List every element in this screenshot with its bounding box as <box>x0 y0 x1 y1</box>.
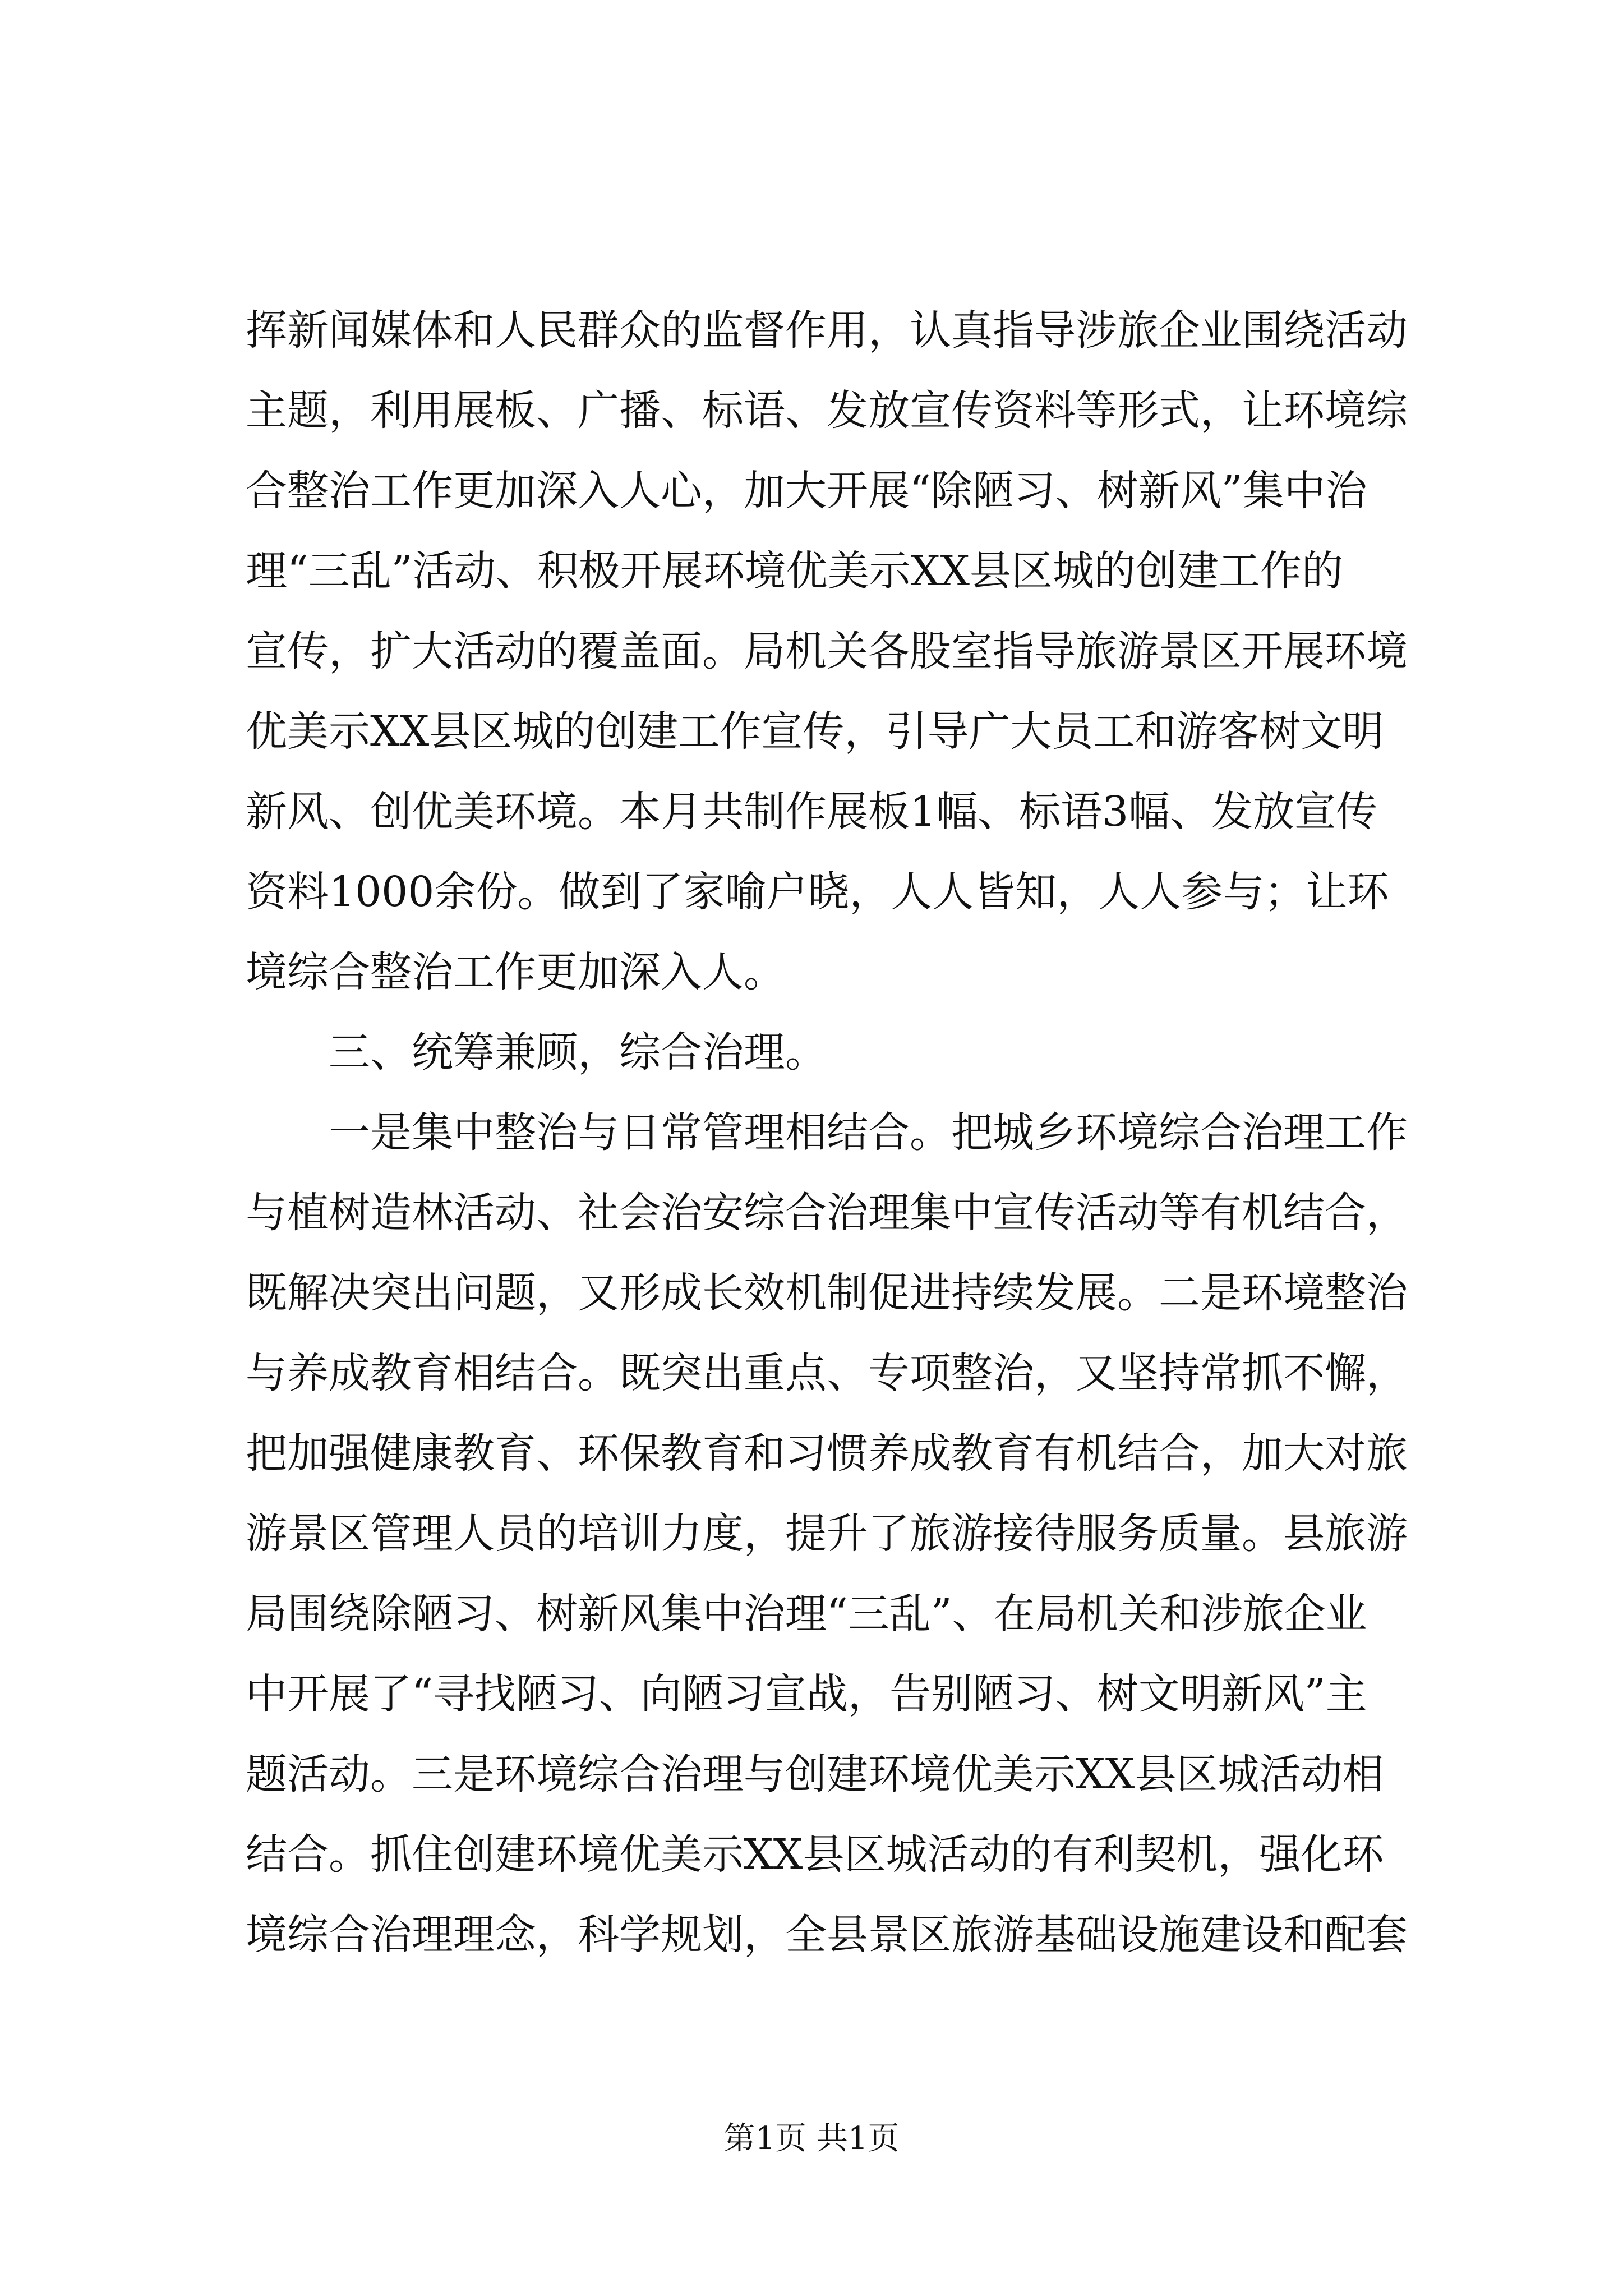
text-line: 理“三乱”活动、积极开展环境优美示XX县区城的创建工作的 <box>246 547 1344 595</box>
text-line: 与养成教育相结合。既突出重点、专项整治，又坚持常抓不懈， <box>246 1349 1408 1397</box>
text-line: 游景区管理人员的培训力度，提升了旅游接待服务质量。县旅游 <box>246 1510 1408 1558</box>
text-line: 局围绕除陋习、树新风集中治理“三乱”、在局机关和涉旅企业 <box>246 1590 1367 1638</box>
text-line: 优美示XX县区城的创建工作宣传，引导广大员工和游客树文明 <box>246 707 1384 756</box>
text-line: 题活动。三是环境综合治理与创建环境优美示XX县区城活动相 <box>246 1750 1384 1798</box>
page-footer: 第1页 共1页 <box>723 2120 900 2157</box>
text-line: 新风、创优美环境。本月共制作展板1幅、标语3幅、发放宣传 <box>246 788 1378 836</box>
text-line: 境综合整治工作更加深入人。 <box>246 948 785 996</box>
text-line: 主题，利用展板、广播、标语、发放宣传资料等形式，让环境综 <box>246 386 1408 435</box>
text-line: 挥新闻媒体和人民群众的监督作用，认真指导涉旅企业围绕活动 <box>246 306 1408 355</box>
text-line: 境综合治理理念，科学规划，全县景区旅游基础设施建设和配套 <box>246 1911 1408 1959</box>
document-body <box>246 291 1419 1975</box>
text-line: 合整治工作更加深入人心，加大开展“除陋习、树新风”集中治 <box>246 467 1367 515</box>
text-line: 结合。抓住创建环境优美示XX县区城活动的有利契机，强化环 <box>246 1830 1384 1879</box>
text-line: 一是集中整治与日常管理相结合。把城乡环境综合治理工作 <box>329 1108 1408 1157</box>
text-line: 中开展了“寻找陋习、向陋习宣战，告别陋习、树文明新风”主 <box>246 1670 1367 1718</box>
section-heading: 三、统筹兼顾，综合治理。 <box>329 1028 827 1076</box>
text-line: 资料1000余份。做到了家喻户晓，人人皆知，人人参与；让环 <box>246 868 1389 916</box>
text-line: 把加强健康教育、环保教育和习惯养成教育有机结合，加大对旅 <box>246 1429 1408 1478</box>
text-line: 宣传，扩大活动的覆盖面。局机关各股室指导旅游景区开展环境 <box>246 627 1408 675</box>
text-line: 既解决突出问题，又形成长效机制促进持续发展。二是环境整治 <box>246 1269 1408 1317</box>
text-line: 与植树造林活动、社会治安综合治理集中宣传活动等有机结合， <box>246 1189 1408 1237</box>
